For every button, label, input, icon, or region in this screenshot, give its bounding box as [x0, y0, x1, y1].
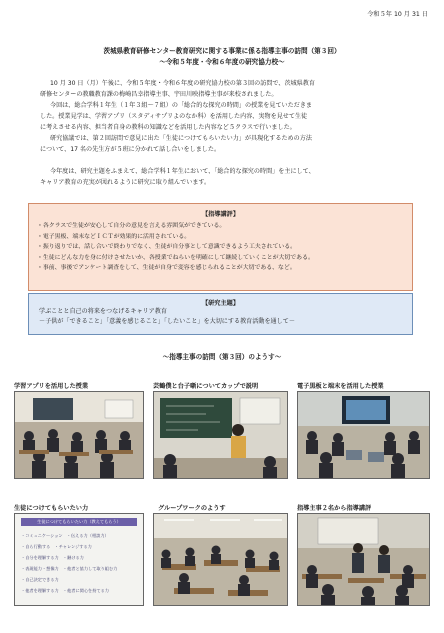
body-paragraph-1 — [40, 78, 418, 100]
photo-classroom-app — [14, 391, 144, 479]
date-line: 令和５年 10 月 31 日 — [367, 11, 428, 18]
whiteboard-notes — [21, 530, 117, 596]
text-line: に考えさせる内容、担当者自身の教科の知識などを活用した内容など５クラスで行いました。 — [40, 124, 296, 131]
whiteboard-line: ・自分を理解する力 ・継ける力 — [21, 555, 84, 560]
body-paragraph-3 — [40, 133, 418, 155]
photo-ict-class — [297, 391, 430, 479]
page-subtitle: ～令和５年度・令和６年度の研究協力校～ — [159, 58, 285, 66]
photo-caption-2: 芸鶴僕と台子噺についてカップで説明 — [153, 383, 259, 390]
page-title: 茨城県教育研修センター教育研究に関する事業に係る指導主事の訪問（第３回） — [103, 47, 341, 55]
photo-group-work — [153, 513, 288, 606]
body-paragraph-2 — [40, 100, 418, 133]
text-line: した。授業見学は、学習アプリ（スタディサプリよのなか科）を活用した内容、実物を見せて生徒 — [40, 113, 308, 120]
whiteboard-title: 生徒につけてもらいたい力（教えてもらう） — [21, 518, 137, 526]
section-title: ～指導主事の訪問（第３回）のようす～ — [162, 353, 282, 361]
theme-header: 【研究主題】 — [201, 300, 240, 307]
guidance-header: 【指導講評】 — [201, 211, 240, 218]
whiteboard-line: ・自ら行動する ・チャレンジする力 — [21, 544, 92, 549]
guidance-item: ・事前、事後でアンケート調査をして、生徒が自身で変容を感じられることが大切である、など。 — [37, 265, 296, 272]
guidance-item: ・電子黒板、端末などＩＣＴが効果的に活用されている。 — [37, 233, 191, 240]
guidance-item: ・振り返りでは、話し合いで終わりでなく、生徒が自分事として意識できるよう工夫されている。 — [37, 244, 297, 251]
photo-caption-4: 生徒につけてもらいたい力 — [14, 505, 89, 512]
text-line: 10 月 30 日（月）午後に、令和５年度・令和６年度の研究協力校の第３回の訪問で、茨城県教育 — [50, 80, 315, 87]
photo-caption-6: 指導主事２名から指導講評 — [297, 505, 372, 512]
whiteboard-line: ・コミュニケーション ・伝える力（相談力） — [21, 533, 109, 538]
body-paragraph-4 — [40, 166, 418, 188]
whiteboard-line: ・表現能力・想像力 ・他者と協力して取り組む力 — [21, 566, 118, 571]
guidance-box — [28, 203, 413, 291]
photo-whiteboard — [14, 513, 144, 606]
text-line: 研修センターの教職教育課の梅崎昌幸指導主事、宇田川映指導主事が来校されました。 — [40, 91, 278, 98]
text-line: 研究協議では、第２回訪問で意見に出た「生徒につけてもらいたい力」が具現化するための方法 — [50, 135, 312, 142]
photo-caption-3: 電子黒板と端末を活用した授業 — [297, 383, 384, 390]
photo-guidance-review — [297, 513, 430, 606]
guidance-list — [29, 221, 412, 274]
whiteboard-line: ・自己決定できる力 — [21, 577, 59, 582]
text-line: 今回は、総合学科１年生（１年３組～７組）の「総合的な探究の時間」の授業を見ていただきま — [50, 102, 313, 109]
photo-caption-5: グループワークのようす — [158, 505, 226, 512]
text-line: キャリア教育の充実が図れるように研究に取り組んでいます。 — [40, 179, 211, 186]
photo-teacher-board — [153, 391, 288, 479]
guidance-item: ・生徒にどんな力を身に付けさせたいか、各授業でねらいを明確にして継続していくことが大切である。 — [37, 254, 314, 261]
research-theme-box — [28, 293, 413, 335]
text-line: 今年度は、研究主題をふまえて、総合学科１年生において、「総合的な探究の時間」を主にして、 — [50, 168, 315, 175]
photo-caption-1: 学習アプリを活用した授業 — [14, 383, 89, 390]
guidance-item: ・各クラスで生徒が安心して自分の意見を言える雰囲気ができている。 — [37, 223, 226, 229]
theme-line-1: 学ぶことと自己の将来をつなげるキャリア教育 — [39, 308, 167, 315]
text-line: について、17 名の先生方が５班に分かれて話し合いをしました。 — [40, 146, 221, 153]
whiteboard-line: ・他者を理解する力 ・他者に関心を持てる力 — [21, 588, 109, 593]
theme-line-2: －子供が「できること」「意義を感じること」「したいこと」を大切にする教育活動を通して－ — [39, 318, 295, 325]
